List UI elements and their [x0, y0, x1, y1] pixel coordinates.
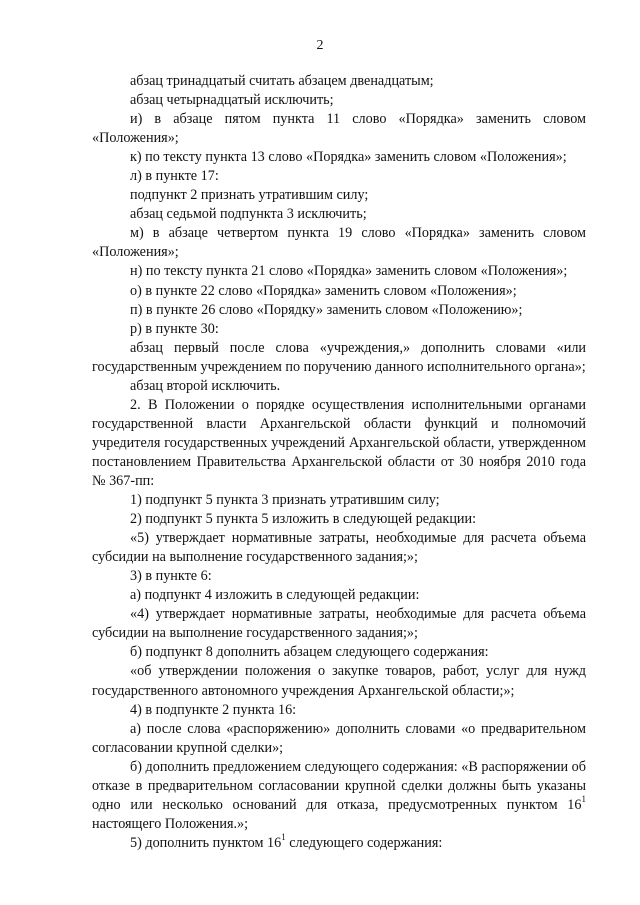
- paragraph: подпункт 2 признать утратившим силу;: [130, 187, 369, 204]
- paragraph: 3) в пункте 6:: [130, 568, 212, 585]
- superscript: 1: [281, 832, 286, 843]
- superscript: 1: [581, 794, 586, 805]
- paragraph: 2) подпункт 5 пункта 5 изложить в следующей редакции:: [130, 511, 477, 528]
- paragraph: о) в пункте 22 слово «Порядка» заменить словом «Положения»;: [130, 282, 517, 299]
- paragraph: абзац второй исключить.: [130, 377, 281, 394]
- paragraph: 1) подпункт 5 пункта 3 признать утратившим силу;: [130, 492, 440, 509]
- paragraph: 4) в подпункте 2 пункта 16:: [130, 701, 297, 718]
- paragraph-text: б) дополнить предложением следующего содержания: «В распоряжении об отказе в предварительном согласовании крупной сделки должны быть указаны одно или несколько оснований для отказа, предусмотренных пунктом 16: [92, 758, 586, 813]
- paragraph: и) в абзаце пятом пункта 11 слово «Порядка» заменить словом «Положения»;: [92, 111, 586, 147]
- paragraph: «об утверждении положения о закупке товаров, работ, услуг для нужд государственного автономного учреждения Архангельской области;»;: [92, 663, 586, 699]
- paragraph: а) подпункт 4 изложить в следующей редакции:: [130, 587, 420, 604]
- paragraph-text: 5) дополнить пунктом 16: [130, 834, 282, 851]
- paragraph: [92, 758, 586, 834]
- document-body: [92, 72, 586, 853]
- paragraph: абзац четырнадцатый исключить;: [130, 92, 334, 109]
- paragraph: абзац первый после слова «учреждения,» дополнить словами «или государственным учреждением по поручению данного исполнительного органа»;: [92, 339, 586, 375]
- paragraph: р) в пункте 30:: [130, 320, 219, 337]
- paragraph: л) в пункте 17:: [130, 168, 219, 185]
- paragraph: п) в пункте 26 слово «Порядку» заменить словом «Положению»;: [130, 301, 523, 318]
- paragraph: «5) утверждает нормативные затраты, необходимые для расчета объема субсидии на выполнение государственного задания;»;: [92, 530, 586, 566]
- paragraph: «4) утверждает нормативные затраты, необходимые для расчета объема субсидии на выполнение государственного задания;»;: [92, 606, 586, 642]
- paragraph: н) по тексту пункта 21 слово «Порядка» заменить словом «Положения»;: [130, 263, 568, 280]
- paragraph: [92, 834, 586, 853]
- paragraph: а) после слова «распоряжению» дополнить словами «о предварительном согласовании крупной сделки»;: [92, 720, 586, 756]
- paragraph: м) в абзаце четвертом пункта 19 слово «Порядка» заменить словом «Положения»;: [92, 225, 586, 261]
- paragraph: 2. В Положении о порядке осуществления исполнительными органами государственной власти Архангельской области функций и полномочий учредителя государственных учреждений Архангельской области, утвержденном постановлением Правительства Архангельской области от 30 ноября 2010 года № 367-пп:: [92, 396, 586, 489]
- paragraph: к) по тексту пункта 13 слово «Порядка» заменить словом «Положения»;: [130, 149, 567, 166]
- paragraph-text: настоящего Положения.»;: [92, 815, 249, 832]
- paragraph-text: следующего содержания:: [285, 834, 443, 851]
- page-number: 2: [316, 38, 324, 53]
- paragraph: абзац тринадцатый считать абзацем двенадцатым;: [130, 73, 434, 89]
- paragraph: б) подпункт 8 дополнить абзацем следующего содержания:: [130, 644, 489, 661]
- paragraph: абзац седьмой подпункта 3 исключить;: [130, 206, 367, 223]
